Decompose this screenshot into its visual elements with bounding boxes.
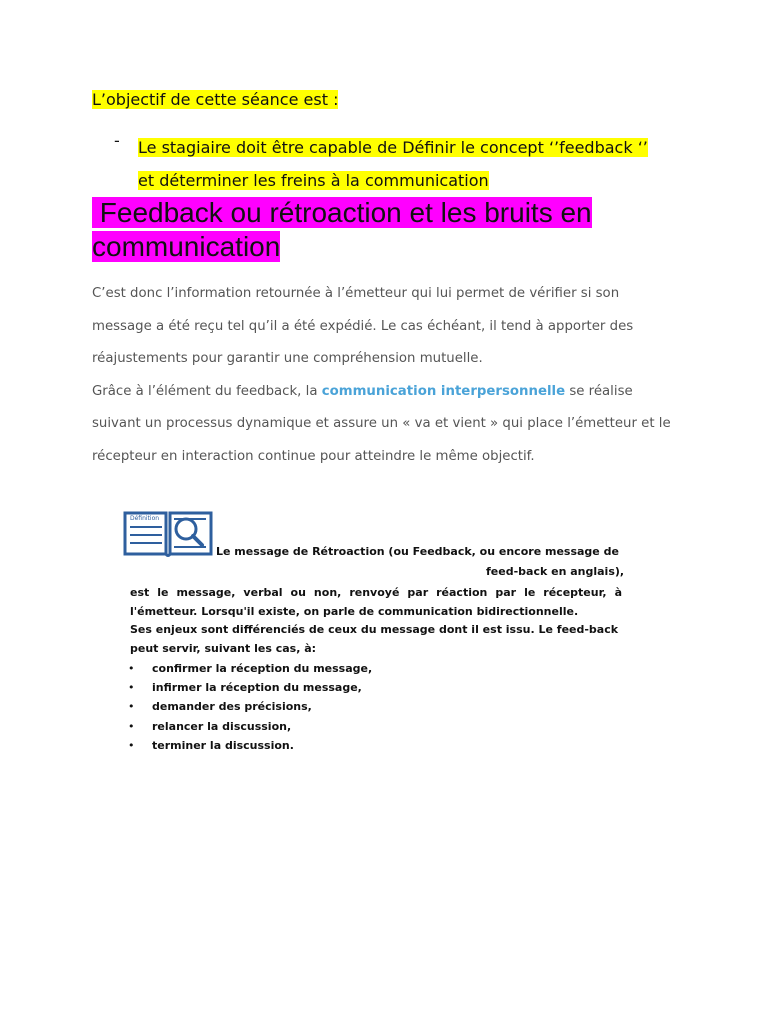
heading-line-2: communication: [92, 231, 281, 262]
goal-dash: -: [114, 131, 120, 150]
list-item: • demander des précisions,: [128, 697, 372, 716]
definition-body: [130, 584, 622, 658]
definition-body-2: Ses enjeux sont différenciés de ceux du message dont il est issu. Le feed-back peut servir, suivant les cas, à:: [130, 623, 619, 655]
bullet-icon: •: [128, 662, 135, 675]
definition-body-1: est le message, verbal ou non, renvoyé par réaction par le récepteur, à l'émetteur. Lorsqu'il existe, on parle de communication bidirectionnelle.: [130, 586, 622, 618]
list-item: • terminer la discussion.: [128, 736, 372, 755]
objective-intro: [92, 89, 338, 111]
objective-goal: [138, 131, 698, 197]
definition-book-icon: [122, 505, 214, 557]
bullet-icon: •: [128, 700, 135, 714]
bullet-icon: •: [128, 719, 135, 733]
section-heading: [92, 196, 672, 264]
goal-line-2: et déterminer les freins à la communication: [138, 171, 489, 190]
definition-icon-label: Définition: [130, 515, 160, 522]
list-item: • confirmer la réception du message,: [128, 659, 372, 678]
intro-text: [92, 278, 682, 474]
intro-paragraph-1: C’est donc l’information retournée à l’émetteur qui lui permet de vérifier si son message a été reçu tel qu’il a été expédié. Le cas échéant, il tend à apporter des réajustements pour garantir une compréhension mutuelle.: [92, 286, 634, 367]
list-item: • relancer la discussion,: [128, 717, 372, 736]
intro-p2-after: se réalise suivant un processus dynamique et assure un « va et vient » qui place l’émetteur et le récepteur en interaction continue pour atteindre le même objectif.: [92, 383, 671, 464]
bullet-icon: •: [128, 738, 135, 752]
list-item: • infirmer la réception du message,: [128, 678, 372, 697]
intro-paragraph-2: [92, 376, 682, 474]
feedback-uses-list: [128, 659, 372, 755]
objective-intro-text: L’objectif de cette séance est :: [92, 90, 339, 109]
heading-line-1: Feedback ou rétroaction et les bruits en: [92, 197, 592, 228]
definition-first-line: Le message de Rétroaction (ou Feedback, ou encore message de: [216, 545, 619, 558]
interpersonal-communication-link[interactable]: communication interpersonnelle: [321, 383, 566, 399]
intro-p2-before: Grâce à l’élément du feedback, la: [92, 383, 322, 399]
bullet-icon: •: [128, 681, 135, 695]
goal-line-1: Le stagiaire doit être capable de Définir le concept ‘’feedback ‘’: [138, 138, 648, 157]
definition-first-line-2: feed-back en anglais),: [486, 565, 625, 578]
